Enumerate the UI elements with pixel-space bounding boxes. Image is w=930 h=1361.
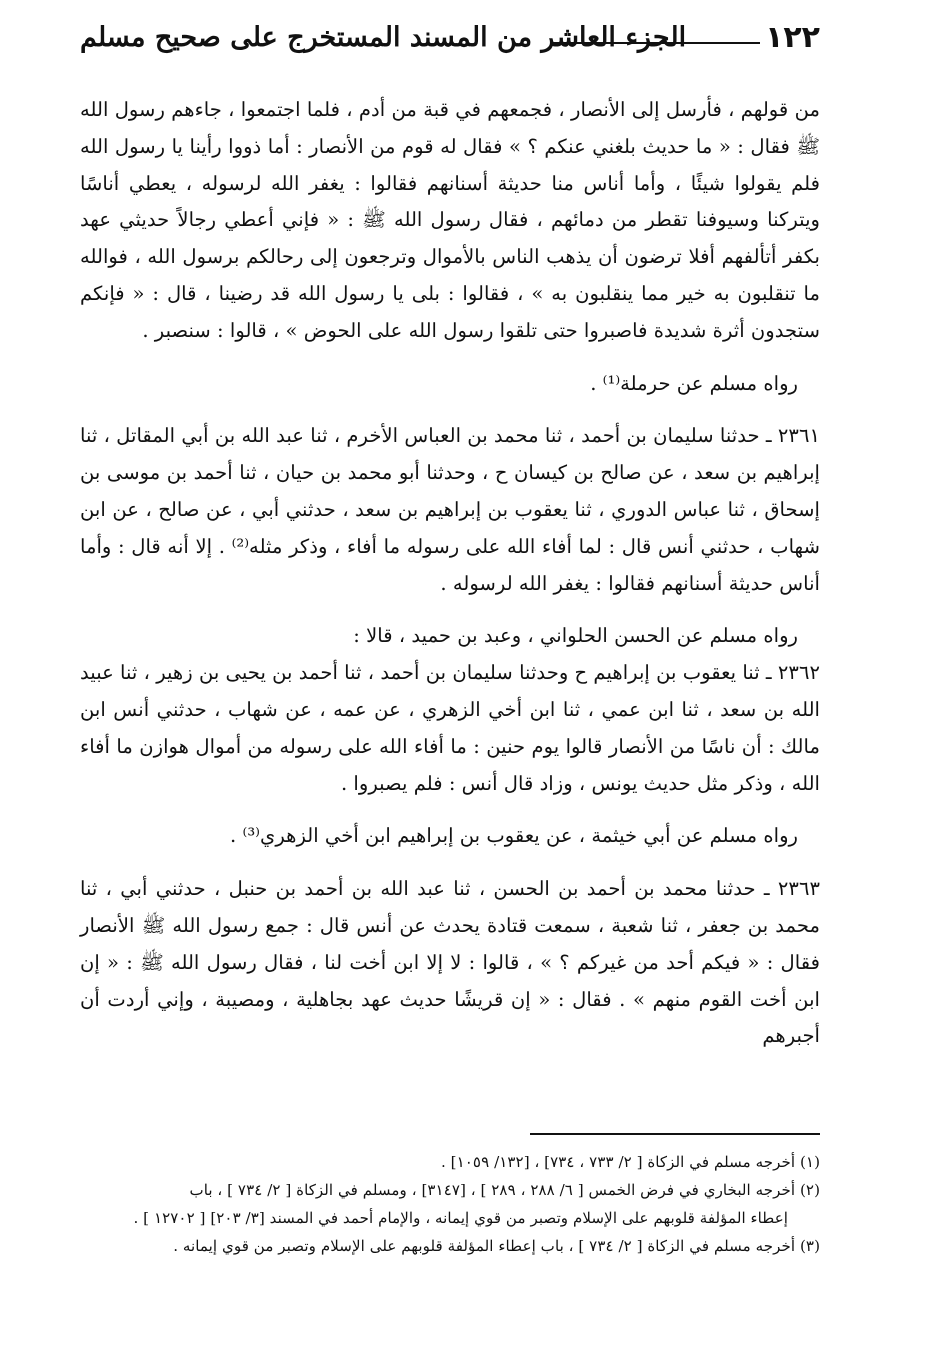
main-text	[80, 92, 820, 1055]
footnote-1: (١) أخرجه مسلم في الزكاة [ ٢/ ٧٣٣ ، ٧٣٤] ، [١٣٢/ ١٠٥٩] .	[441, 1153, 820, 1171]
footnote-separator	[530, 1133, 820, 1135]
footnote-3: (٣) أخرجه مسلم في الزكاة [ ٢/ ٧٣٤ ] ، باب إعطاء المؤلفة قلوبهم على الإسلام وتصبر من قوي إيمانه .	[173, 1237, 820, 1255]
hadith-2363: ٢٣٦٣ ـ حدثنا محمد بن أحمد بن الحسن ، ثنا عبد الله بن أحمد بن حنبل ، حدثني أبي ، ثنا محمد بن جعفر ، ثنا شعبة ، سمعت قتادة يحدث عن أنس قال : جمع رسول الله ﷺ الأنصار فقال : « فيكم أحد من غيركم ؟ » ، قالوا : لا إلا ابن أخت لنا ، فقال رسول الله ﷺ : « إن ابن أخت القوم منهم » . فقال : « إن قريشًا حديث عهد بجاهلية ، ومصيبة ، وإني أردت أن أجبرهم	[80, 877, 820, 1048]
footnote-2: (٢) أخرجه البخاري في فرض الخمس [ ٦/ ٢٨٨ ، ٢٨٩ ] ، [٣١٤٧] ، ومسلم في الزكاة [ ٢/ ٧٣٤ ] ، باب	[189, 1181, 820, 1199]
narration-note: رواه مسلم عن الحسن الحلواني ، وعبد بن حميد ، قالا :	[353, 624, 798, 648]
paragraph-continuation: من قولهم ، فأرسل إلى الأنصار ، فجمعهم في قبة من أدم ، فلما اجتمعوا ، جاءهم رسول الله ﷺ فقال : « ما حديث بلغني عنكم ؟ » فقال له قوم من الأنصار : أما ذووا رأينا يا رسول الله فلم يقولوا شيئًا ، وأما أناس منا حديثة أسنانهم فقالوا : يغفر الله لرسوله ، يعطي أناسًا ويتركنا وسيوفنا تقطر من دمائهم ، فقال رسول الله ﷺ : « فإني أعطي رجالاً حديثي عهد بكفر أتألفهم أفلا ترضون أن يذهب الناس بالأموال وترجعون إلى رحالكم برسول الله ، فوالله ما تنقلبون به خير مما ينقلبون به » ، فقالوا : بلى يا رسول الله قد رضينا ، قال : « فإنكم ستجدون أثرة شديدة فاصبروا حتى تلقوا رسول الله على الحوض » ، قالوا : سنصبر .	[80, 98, 821, 342]
running-title: الجزء العاشر من المسند المستخرج على صحيح مسلم	[80, 22, 687, 53]
hadith-2362: ٢٣٦٢ ـ ثنا يعقوب بن إبراهيم ح وحدثنا سليمان بن أحمد ، ثنا أحمد بن يحيى بن زهير ، ثنا عبيد الله بن سعد ، ثنا ابن عمي ، ثنا ابن أخي الزهري ، عن عمه ، عن شهاب ، حدثني أنس ابن مالك : أن ناسًا من الأنصار قالوا يوم حنين : ما أفاء الله على رسوله من أموال هوازن ما أفاء الله ، وذكر مثل حديث يونس ، وزاد قال أنس : فلم يصبروا .	[80, 661, 820, 795]
page-header	[80, 20, 820, 75]
hadith-2361: ٢٣٦١ ـ حدثنا سليمان بن أحمد ، ثنا محمد بن العباس الأخرم ، ثنا عبد الله بن أبي المقاتل ، ثنا إبراهيم بن سعد ، عن صالح بن كيسان ح ، وحدثنا أبو محمد بن حيان ، ثنا أحمد بن موسى بن إسحاق ، ثنا عباس الدوري ، ثنا يعقوب بن إبراهيم بن سعد ، حدثني أبي ، عن صالح ، عن ابن شهاب ، حدثني أنس قال : لما أفاء الله على رسوله ما أفاء ، وذكر مثله⁽²⁾ . إلا أنه قال : وأما أناس حديثة أسنانهم فقالوا : يغفر الله لرسوله .	[80, 424, 820, 595]
narration-note: رواه مسلم عن أبي خيثمة ، عن يعقوب بن إبراهيم ابن أخي الزهري⁽³⁾ .	[230, 824, 798, 848]
page-number: ١٢٢	[765, 20, 820, 55]
footnotes	[80, 1148, 820, 1260]
footnote-2-continuation: إعطاء المؤلفة قلوبهم على الإسلام وتصبر من قوي إيمانه ، والإمام أحمد في المسند [٣/ ٢٠٣] [ ١٢٧٠٢ ] .	[133, 1209, 788, 1227]
narration-note: رواه مسلم عن حرملة⁽¹⁾ .	[590, 371, 798, 395]
